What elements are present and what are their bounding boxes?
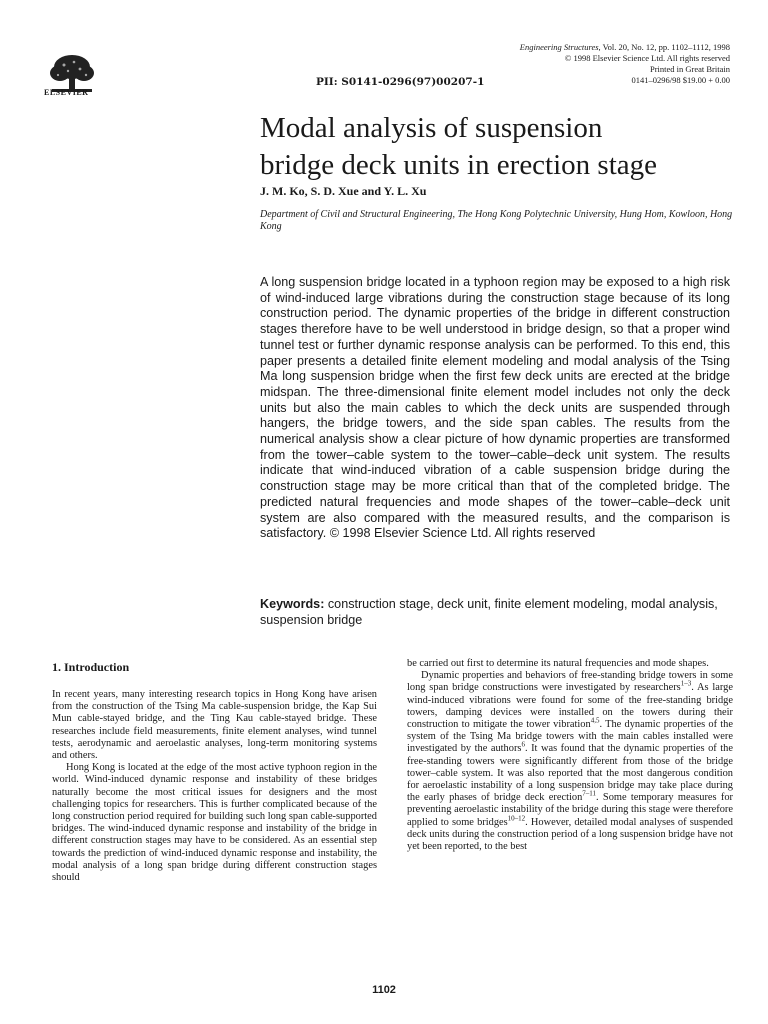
keywords: [260, 597, 730, 628]
left-paragraph-2: Hong Kong is located at the edge of the most active typhoon region in the world. Wind-induced dynamic response and instability of these bridges naturally become the most critical issues for designers and the most challenging topics for researchers. This is further complicated because of the long construction period required for building such long span cable-supported bridges. The wind-induced dynamic response and instability of the bridge in different construction stages may have to be considered. As an essential step towards the prediction of wind-induced dynamic response and instability, the modal analysis of a long span bridge during different construction stages should: [52, 762, 377, 884]
citation-ref: 10–12: [507, 814, 526, 823]
journal-name: Engineering Structures: [519, 42, 599, 52]
page-number: 1102: [372, 984, 396, 996]
text-run: . However, detailed modal analyses of suspended deck units during the construction period of a long suspension bridge have not yet been reported, to the best: [407, 816, 733, 853]
text-run: Dynamic properties and behaviors of free-standing bridge towers in some long span bridge constructions were investigated by researchers: [407, 670, 733, 694]
text-run: . The dynamic properties of the system of the Tsing Ma bridge towers with the main cables installed were investigated by the authors: [407, 719, 733, 755]
keywords-label: Keywords:: [260, 597, 325, 611]
left-column: [52, 660, 377, 884]
printed-line: Printed in Great Britain: [649, 64, 730, 74]
journal-citation: [520, 42, 730, 86]
authors: J. M. Ko, S. D. Xue and Y. L. Xu: [260, 184, 427, 198]
affiliation: Department of Civil and Structural Engineering, The Hong Kong Polytechnic University, Hung Hom, Kowloon, Hong Kong: [260, 209, 733, 232]
citation-ref: 6: [521, 740, 525, 749]
copyright-line: © 1998 Elsevier Science Ltd. All rights reserved: [564, 53, 730, 63]
citation-ref: 4,5: [590, 716, 600, 725]
right-paragraph-2: [407, 670, 733, 853]
title-line-1: Modal analysis of suspension: [260, 112, 603, 144]
title-line-2: bridge deck units in erection stage: [260, 149, 658, 181]
right-paragraph-1: be carried out first to determine its natural frequencies and mode shapes.: [407, 658, 709, 669]
pii-identifier: PII: S0141-0296(97)00207-1: [316, 76, 485, 88]
keywords-text: construction stage, deck unit, finite element modeling, modal analysis, suspension bridge: [260, 597, 718, 627]
citation-ref: 1–3: [680, 679, 692, 688]
paper-title: [260, 110, 740, 184]
issn-line: 0141–0296/98 $19.00 + 0.00: [631, 75, 730, 85]
text-run: . It was found that the dynamic properties of the free-standing towers were significantly different from those of the bridge tower–cable system. It was also reported that the most dangerous condition for aeroelastic instability of a long suspension bridge may take place during the early phases of bridge deck erection: [407, 743, 733, 804]
text-run: . As large wind-induced vibrations were found for some of the free-standing bridge towers, damping devices were installed on the towers during their construction to mitigate the tower vibration: [407, 682, 733, 731]
journal-details: , Vol. 20, No. 12, pp. 1102–1112, 1998: [598, 42, 730, 52]
text-run: . Some temporary measures for preventing aeroelastic instability of the bridge during this stage were therefore applied to some bridges: [407, 792, 733, 828]
right-column: [407, 658, 733, 853]
abstract: A long suspension bridge located in a typhoon region may be exposed to a high risk of wind-induced large vibrations during the construction stage because of its long construction period. The dynamic properties of the bridge in different construction stages therefore have to be well understood in bridge design, so that a proper wind tunnel test or further dynamic response analysis can be performed. To this end, this paper presents a detailed finite element modeling and modal analysis of the Tsing Ma long suspension bridge when the first few deck units are erected at the bridge midspan. The three-dimensional finite element model includes not only the deck units but also the main cables to which the deck units are suspended through hangers, the bridge towers, and the side span cables. The results from the numerical analysis show a clear picture of how dynamic properties are transformed from the tower–cable system to the tower–cable–deck unit system. The results indicate that wind-induced vibration of a cable suspension bridge during the construction stage may be more critical than that of the completed bridge. The predicted natural frequencies and mode shapes of the tower–cable–deck unit system are also compared with the measured results, and the comparison is satisfactory. © 1998 Elsevier Science Ltd. All rights reserved: [260, 275, 730, 541]
citation-ref: 7–11: [582, 789, 597, 798]
publisher-name: ELSEVIER: [44, 88, 89, 97]
section-heading: 1. Introduction: [52, 660, 130, 674]
left-paragraph-1: In recent years, many interesting research topics in Hong Kong have arisen from the construction of the Tsing Ma cable-suspension bridge, the Kap Sui Mun cable-stayed bridge, and the Ting Kau cable-stayed bridge. These researches include field measurements, finite element analyses, wind tunnel tests, aerodynamic and aeroelastic analyses, long-term monitoring systems and others.: [52, 689, 377, 762]
